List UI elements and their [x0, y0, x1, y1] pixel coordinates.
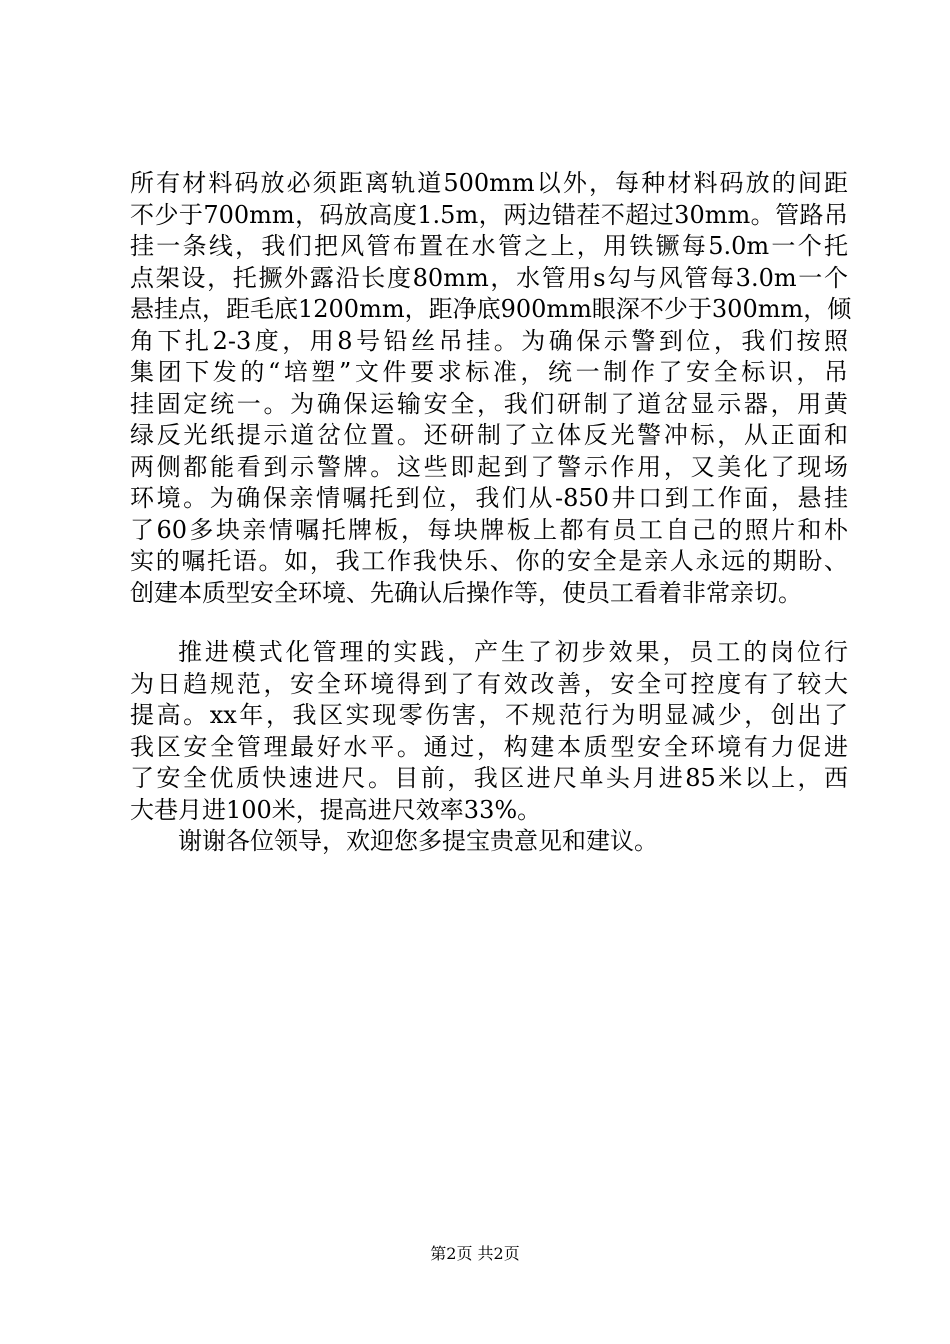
document-body: [130, 168, 852, 858]
text-line: 绿反光纸提示道岔位置。还研制了立体反光警冲标，从正面和: [130, 421, 848, 449]
paragraph-2: [130, 637, 848, 826]
page-number-footer: 第2页 共2页: [430, 1244, 520, 1263]
text-line: 所有材料码放必须距离轨道500mm以外，每种材料码放的间距: [130, 169, 848, 197]
text-line: 谢谢各位领导，欢迎您多提宝贵意见和建议。: [178, 827, 658, 855]
text-line: 了安全优质快速进尺。目前，我区进尺单头月进85米以上，西: [130, 764, 848, 792]
text-line: 提高。xx年，我区实现零伤害，不规范行为明显减少，创出了: [130, 701, 848, 729]
text-line: 实的嘱托语。如，我工作我快乐、你的安全是亲人永远的期盼、: [130, 547, 848, 575]
text-line: 我区安全管理最好水平。通过，构建本质型安全环境有力促进: [130, 732, 848, 761]
paragraph-spacer: [130, 609, 848, 637]
text-line: 不少于700mm，码放高度1.5m，两边错茬不超过30mm。管路吊: [130, 200, 848, 229]
text-line: 大巷月进100米，提高进尺效率33%。: [130, 795, 542, 824]
text-line: 点架设，托撅外露沿长度80mm，水管用s勾与风管每3.0m一个: [130, 263, 848, 292]
text-line: 推进模式化管理的实践，产生了初步效果，员工的岗位行: [178, 638, 848, 666]
text-line: 悬挂点，距毛底1200mm，距净底900mm眼深不少于300mm，倾: [130, 295, 852, 323]
text-line: 创建本质型安全环境、先确认后操作等，使员工看着非常亲切。: [130, 578, 802, 607]
text-line: 挂固定统一。为确保运输安全，我们研制了道岔显示器，用黄: [130, 389, 848, 418]
text-line: 环境。为确保亲情嘱托到位，我们从-850井口到工作面，悬挂: [130, 484, 848, 512]
paragraph-1: [130, 168, 852, 609]
text-line: 了60多块亲情嘱托牌板，每块牌板上都有员工自己的照片和朴: [130, 515, 848, 544]
text-line: 为日趋规范，安全环境得到了有效改善，安全可控度有了较大: [130, 669, 848, 698]
text-line: 挂一条线，我们把风管布置在水管之上，用铁镢每5.0m一个托: [130, 232, 848, 260]
text-line: 角下扎2-3度，用8号铅丝吊挂。为确保示警到位，我们按照: [130, 326, 848, 355]
text-line: 集团下发的“培塑”文件要求标准，统一制作了安全标识，吊: [130, 358, 848, 386]
paragraph-3: [130, 826, 848, 858]
text-line: 两侧都能看到示警牌。这些即起到了警示作用，又美化了现场: [130, 452, 848, 481]
